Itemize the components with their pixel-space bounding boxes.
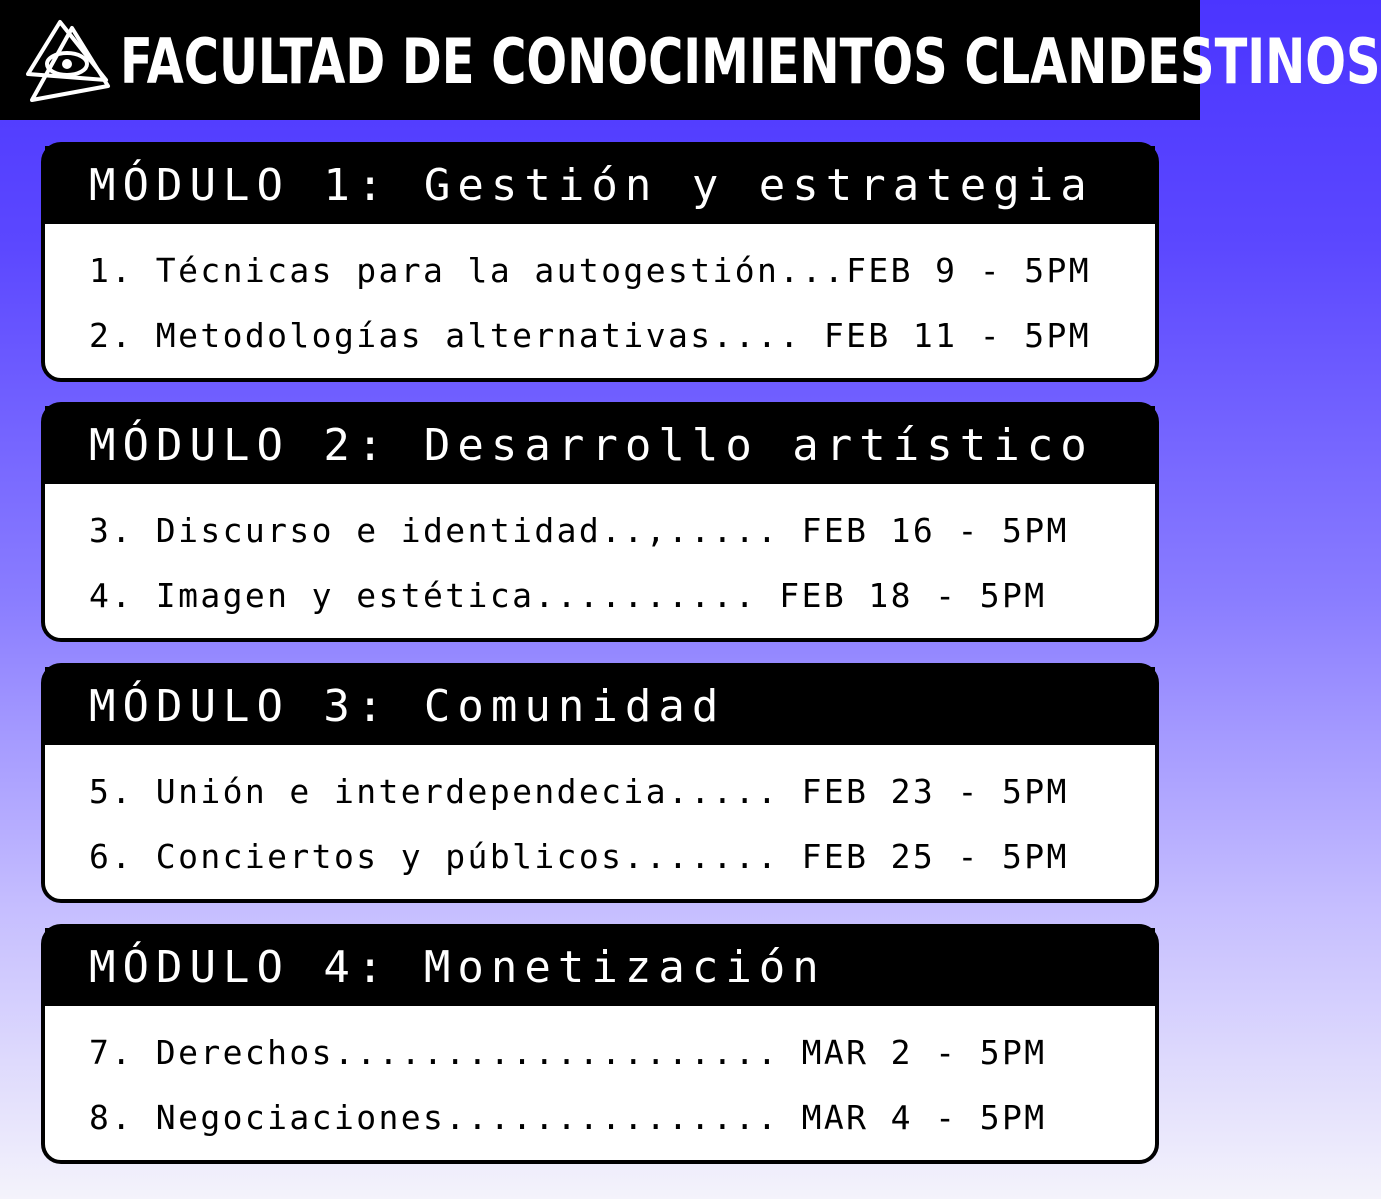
session-item: 6. Conciertos y públicos....... FEB 25 - 5PM (89, 837, 1069, 876)
session-item: 7. Derechos.................... MAR 2 - 5PM (89, 1033, 1047, 1072)
session-item: 2. Metodologías alternativas.... FEB 11 - 5PM (89, 316, 1092, 355)
session-item: 8. Negociaciones............... MAR 4 - 5PM (89, 1098, 1047, 1137)
session-item: 1. Técnicas para la autogestión...FEB 9 - 5PM (89, 251, 1092, 290)
module-title: MÓDULO 2: Desarrollo artístico (89, 420, 1094, 471)
eye-triangle-icon (22, 16, 112, 106)
module-card-4 (41, 924, 1159, 1164)
module-header (45, 928, 1155, 1006)
page-title: FACULTAD DE CONOCIMIENTOS CLANDESTINOS (120, 25, 1381, 98)
module-card-2 (41, 402, 1159, 642)
module-card-1 (41, 142, 1159, 382)
module-card-3 (41, 663, 1159, 903)
header-bar (0, 0, 1381, 120)
session-item: 3. Discurso e identidad..,..... FEB 16 - 5PM (89, 511, 1069, 550)
module-header (45, 406, 1155, 484)
module-header (45, 667, 1155, 745)
session-item: 4. Imagen y estética.......... FEB 18 - 5PM (89, 576, 1047, 615)
module-header (45, 146, 1155, 224)
session-item: 5. Unión e interdependecia..... FEB 23 - 5PM (89, 772, 1069, 811)
module-title: MÓDULO 4: Monetización (89, 942, 826, 993)
module-title: MÓDULO 3: Comunidad (89, 681, 726, 732)
module-title: MÓDULO 1: Gestión y estrategia (89, 160, 1094, 211)
